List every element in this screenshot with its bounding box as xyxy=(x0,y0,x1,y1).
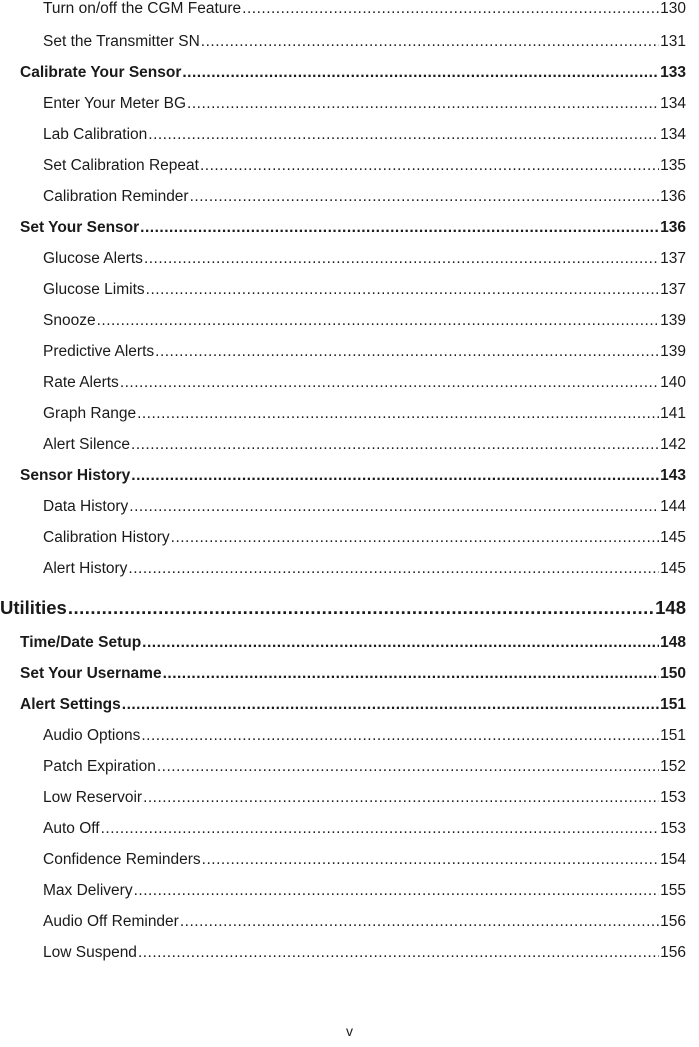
toc-entry-page-number: 156 xyxy=(660,913,686,930)
dot-leader xyxy=(131,436,659,454)
toc-entry[interactable] xyxy=(43,374,686,392)
toc-entry[interactable] xyxy=(43,95,686,113)
toc-entry[interactable] xyxy=(43,405,686,423)
toc-entry-page-number: 134 xyxy=(660,126,686,143)
toc-entry-label: Alert Settings xyxy=(20,696,121,713)
toc-entry-label: Set the Transmitter SN xyxy=(43,33,200,50)
toc-entry-page-number: 145 xyxy=(660,529,686,546)
dot-leader xyxy=(180,913,659,931)
dot-leader xyxy=(143,789,659,807)
toc-entry[interactable] xyxy=(20,696,686,714)
toc-entry-label: Max Delivery xyxy=(43,882,133,899)
toc-entry[interactable] xyxy=(0,597,686,619)
toc-entry[interactable] xyxy=(20,219,686,237)
toc-entry[interactable] xyxy=(43,944,686,962)
toc-entry-label: Low Suspend xyxy=(43,944,137,961)
toc-entry-page-number: 148 xyxy=(660,634,686,651)
dot-leader xyxy=(146,281,659,299)
toc-entry[interactable] xyxy=(20,665,686,683)
dot-leader xyxy=(200,157,659,175)
dot-leader xyxy=(141,727,659,745)
toc-entry-label: Set Calibration Repeat xyxy=(43,157,199,174)
toc-entry-page-number: 155 xyxy=(660,882,686,899)
toc-entry[interactable] xyxy=(43,343,686,361)
toc-entry-page-number: 139 xyxy=(660,343,686,360)
dot-leader xyxy=(157,758,659,776)
toc-entry[interactable] xyxy=(20,64,686,82)
toc-entry-page-number: 148 xyxy=(655,597,686,618)
toc-entry[interactable] xyxy=(43,758,686,776)
toc-entry-label: Sensor History xyxy=(20,467,131,484)
dot-leader xyxy=(68,597,654,619)
toc-entry-label: Snooze xyxy=(43,312,96,329)
toc-entry-page-number: 156 xyxy=(660,944,686,961)
toc-entry-page-number: 152 xyxy=(660,758,686,775)
toc-entry[interactable] xyxy=(43,281,686,299)
dot-leader xyxy=(171,529,659,547)
toc-entry-label: Set Your Sensor xyxy=(20,219,140,236)
toc-entry-label: Patch Expiration xyxy=(43,758,156,775)
dot-leader xyxy=(202,851,659,869)
dot-leader xyxy=(155,343,659,361)
toc-entry-label: Rate Alerts xyxy=(43,374,119,391)
toc-entry-label: Glucose Limits xyxy=(43,281,145,298)
toc-entry-page-number: 144 xyxy=(660,498,686,515)
toc-entry-page-number: 151 xyxy=(660,696,686,713)
dot-leader xyxy=(140,219,659,237)
dot-leader xyxy=(131,467,659,485)
dot-leader xyxy=(138,944,659,962)
dot-leader xyxy=(190,188,660,206)
toc-entry-page-number: 130 xyxy=(660,0,686,17)
toc-entry-label: Data History xyxy=(43,498,129,515)
toc-entry[interactable] xyxy=(43,188,686,206)
toc-entry[interactable] xyxy=(43,882,686,900)
toc-entry-label: Enter Your Meter BG xyxy=(43,95,187,112)
toc-entry-page-number: 134 xyxy=(660,95,686,112)
toc-entry[interactable] xyxy=(43,820,686,838)
dot-leader xyxy=(242,0,659,18)
toc-entry-page-number: 145 xyxy=(660,560,686,577)
toc-entry[interactable] xyxy=(43,312,686,330)
dot-leader xyxy=(122,696,659,714)
toc-entry[interactable] xyxy=(43,851,686,869)
toc-entry-label: Calibrate Your Sensor xyxy=(20,64,182,81)
toc-entry[interactable] xyxy=(43,436,686,454)
toc-entry-label: Lab Calibration xyxy=(43,126,148,143)
dot-leader xyxy=(144,250,659,268)
toc-entry[interactable] xyxy=(43,33,686,51)
toc-entry-label: Calibration History xyxy=(43,529,170,546)
toc-entry-label: Alert Silence xyxy=(43,436,131,453)
dot-leader xyxy=(201,33,659,51)
toc-entry-label: Confidence Reminders xyxy=(43,851,201,868)
toc-entry-label: Audio Options xyxy=(43,727,141,744)
toc-entry[interactable] xyxy=(43,789,686,807)
toc-entry[interactable] xyxy=(43,250,686,268)
toc-entry-page-number: 137 xyxy=(660,281,686,298)
toc-entry-page-number: 135 xyxy=(660,157,686,174)
toc-entry-page-number: 140 xyxy=(660,374,686,391)
toc-entry-label: Low Reservoir xyxy=(43,789,143,806)
dot-leader xyxy=(128,560,659,578)
toc-entry-page-number: 137 xyxy=(660,250,686,267)
toc-entry-page-number: 136 xyxy=(660,188,686,205)
toc-entry[interactable] xyxy=(20,467,686,485)
toc-entry-label: Calibration Reminder xyxy=(43,188,189,205)
toc-entry[interactable] xyxy=(43,126,686,144)
toc-entry-label: Glucose Alerts xyxy=(43,250,143,267)
toc-entry-page-number: 154 xyxy=(660,851,686,868)
toc-entry-page-number: 143 xyxy=(660,467,686,484)
toc-entry-page-number: 133 xyxy=(660,64,686,81)
toc-entry-label: Set Your Username xyxy=(20,665,162,682)
page-number-footer: v xyxy=(346,1023,353,1039)
dot-leader xyxy=(134,882,660,900)
toc-entry-label: Turn on/off the CGM Feature xyxy=(43,0,242,17)
toc-entry[interactable] xyxy=(43,913,686,931)
toc-entry-label: Utilities xyxy=(0,597,67,618)
toc-entry-label: Graph Range xyxy=(43,405,137,422)
toc-entry-label: Time/Date Setup xyxy=(20,634,142,651)
toc-entry[interactable] xyxy=(43,529,686,547)
toc-entry-page-number: 151 xyxy=(660,727,686,744)
dot-leader xyxy=(120,374,659,392)
toc-entry-label: Auto Off xyxy=(43,820,100,837)
toc-entry-page-number: 150 xyxy=(660,665,686,682)
dot-leader xyxy=(187,95,659,113)
dot-leader xyxy=(129,498,659,516)
toc-entry[interactable] xyxy=(43,498,686,516)
toc-entry-page-number: 141 xyxy=(660,405,686,422)
toc-entry-page-number: 131 xyxy=(660,33,686,50)
toc-entry[interactable] xyxy=(43,727,686,745)
dot-leader xyxy=(163,665,660,683)
dot-leader xyxy=(137,405,659,423)
toc-entry[interactable] xyxy=(43,0,686,18)
toc-entry[interactable] xyxy=(43,560,686,578)
toc-entry[interactable] xyxy=(20,634,686,652)
toc-entry-label: Audio Off Reminder xyxy=(43,913,179,930)
toc-entry-page-number: 153 xyxy=(660,789,686,806)
toc-entry-page-number: 142 xyxy=(660,436,686,453)
dot-leader xyxy=(148,126,659,144)
toc-entry-page-number: 153 xyxy=(660,820,686,837)
dot-leader xyxy=(182,64,659,82)
dot-leader xyxy=(142,634,659,652)
toc-entry-page-number: 139 xyxy=(660,312,686,329)
dot-leader xyxy=(101,820,660,838)
toc-entry[interactable] xyxy=(43,157,686,175)
toc-entry-label: Predictive Alerts xyxy=(43,343,155,360)
dot-leader xyxy=(97,312,660,330)
toc-entry-page-number: 136 xyxy=(660,219,686,236)
toc-entry-label: Alert History xyxy=(43,560,128,577)
